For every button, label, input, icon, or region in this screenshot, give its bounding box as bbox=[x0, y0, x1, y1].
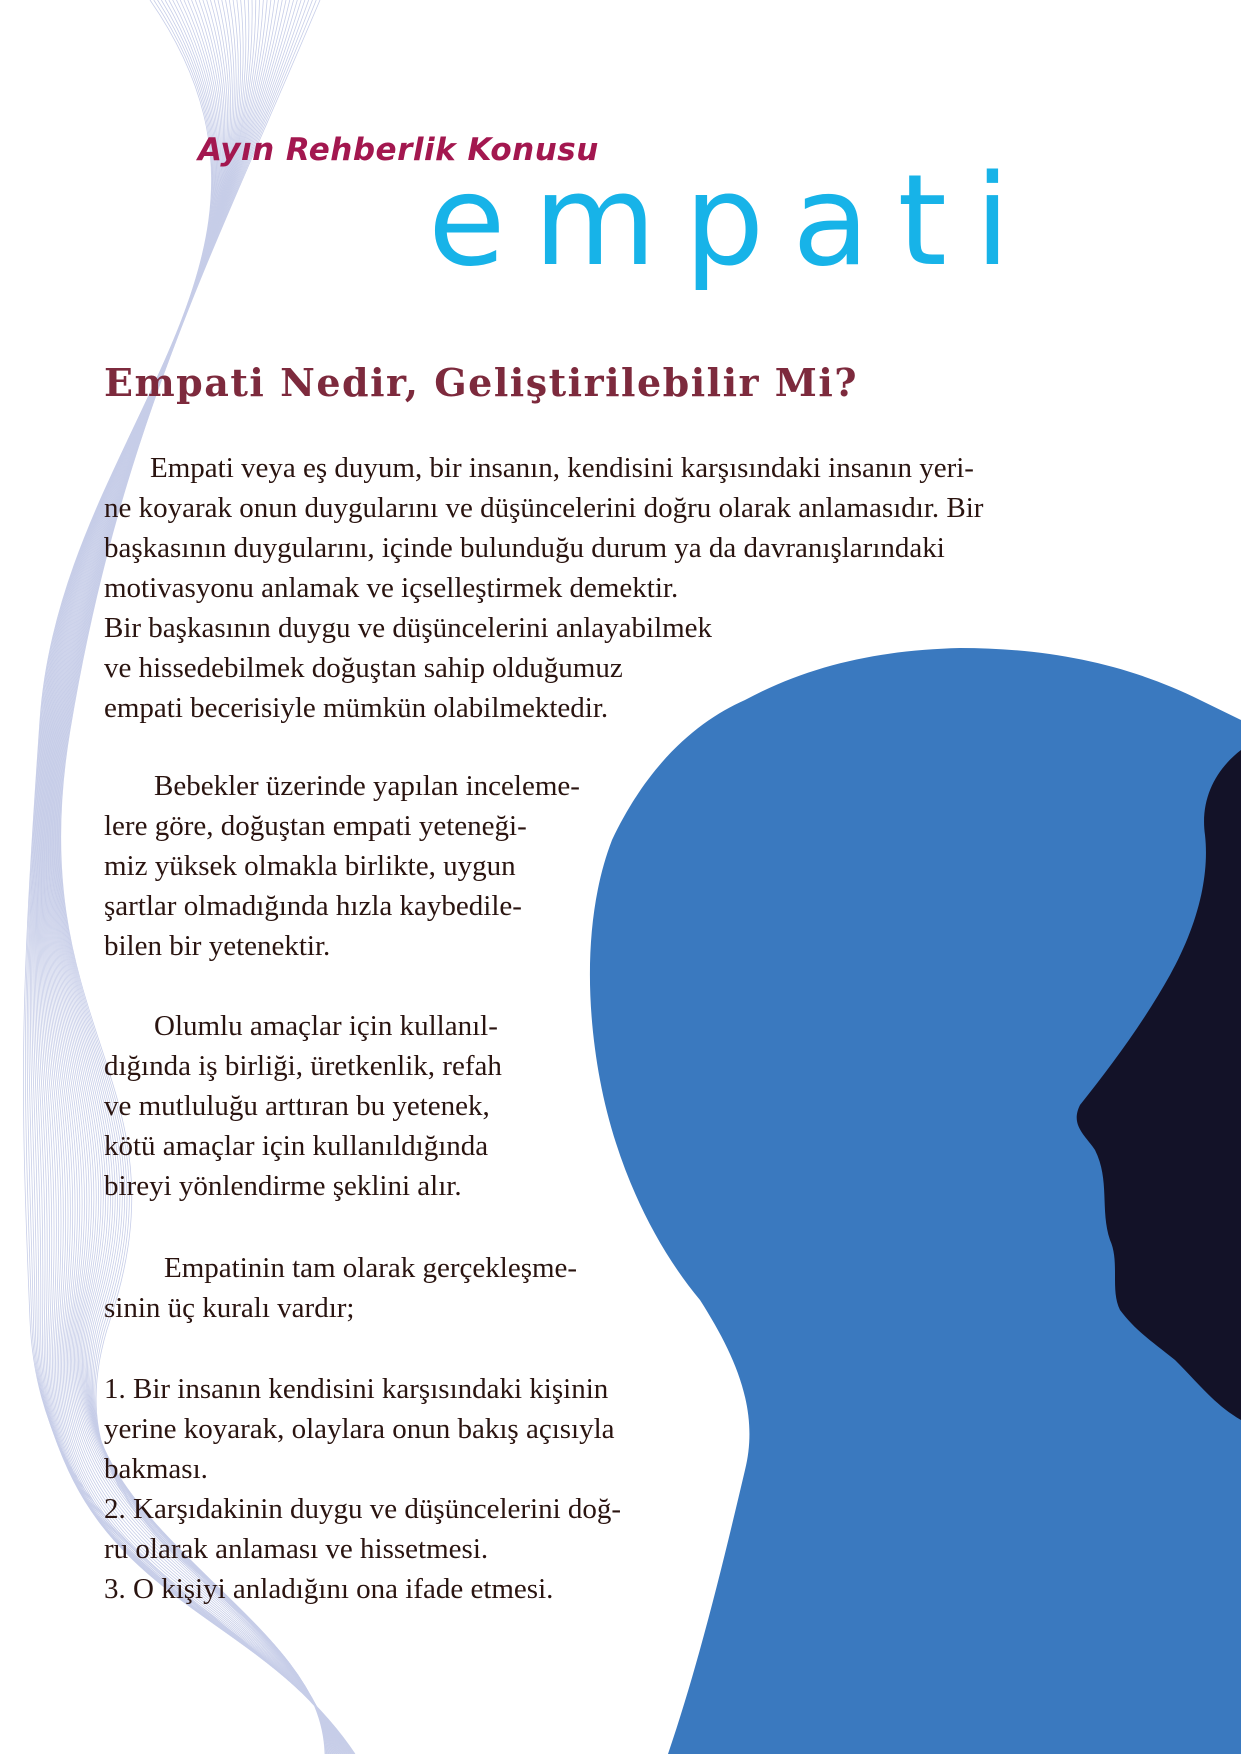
text-line: motivasyonu anlamak ve içselleştirmek demektir. bbox=[104, 572, 679, 604]
text-line: 3. O kişiyi anladığını ona ifade etmesi. bbox=[104, 1573, 554, 1605]
text-line: Empatinin tam olarak gerçekleşme- bbox=[164, 1252, 578, 1284]
text-line: dığında iş birliği, üretkenlik, refah bbox=[104, 1050, 502, 1082]
text-line: empati becerisiyle mümkün olabilmektedir. bbox=[104, 692, 609, 724]
text-line: sinin üç kuralı vardır; bbox=[104, 1292, 355, 1324]
text-line: lere göre, doğuştan empati yeteneği- bbox=[104, 810, 527, 842]
text-line: Bir başkasının duygu ve düşüncelerini anlayabilmek bbox=[104, 612, 713, 644]
paragraph-definition bbox=[104, 448, 983, 728]
list-item bbox=[104, 1569, 621, 1609]
text-line: başkasının duygularını, içinde bulunduğu durum ya da davranışlarındaki bbox=[104, 532, 945, 564]
list-item bbox=[104, 1369, 621, 1489]
paragraph-purposes bbox=[104, 1006, 502, 1206]
page-title: empati bbox=[428, 147, 1038, 294]
text-line: ve mutluluğu arttıran bu yetenek, bbox=[104, 1090, 490, 1122]
text-line: bakması. bbox=[104, 1453, 208, 1485]
text-line: Empati veya eş duyum, bir insanın, kendisini karşısındaki insanın yeri- bbox=[150, 452, 974, 484]
text-line: kötü amaçlar için kullanıldığında bbox=[104, 1130, 489, 1162]
text-line: ru olarak anlaması ve hissetmesi. bbox=[104, 1533, 489, 1565]
head-silhouette bbox=[590, 648, 1241, 1754]
text-line: Olumlu amaçlar için kullanıl- bbox=[154, 1010, 498, 1042]
text-line: miz yüksek olmakla birlikte, uygun bbox=[104, 850, 516, 882]
paragraph-rules-intro bbox=[104, 1248, 577, 1328]
text-line: ve hissedebilmek doğuştan sahip olduğumuz bbox=[104, 652, 623, 684]
text-line: ne koyarak onun duygularını ve düşüncelerini doğru olarak anlamasıdır. Bir bbox=[104, 492, 984, 524]
text-line: 1. Bir insanın kendisini karşısındaki kişinin bbox=[104, 1373, 609, 1405]
paragraph-babies bbox=[104, 766, 580, 966]
text-line: yerine koyarak, olaylara onun bakış açısıyla bbox=[104, 1413, 615, 1445]
text-line: Bebekler üzerinde yapılan inceleme- bbox=[154, 770, 580, 802]
text-line: şartlar olmadığında hızla kaybedile- bbox=[104, 890, 522, 922]
text-line: bilen bir yetenektir. bbox=[104, 930, 331, 962]
text-line: bireyi yönlendirme şeklini alır. bbox=[104, 1170, 462, 1202]
list-item bbox=[104, 1489, 621, 1569]
section-kicker: Ayın Rehberlik Konusu bbox=[198, 132, 599, 168]
article-heading: Empati Nedir, Geliştirilebilir Mi? bbox=[104, 360, 859, 405]
text-line: 2. Karşıdakinin duygu ve düşüncelerini doğ- bbox=[104, 1493, 622, 1525]
rules-list bbox=[104, 1369, 621, 1609]
